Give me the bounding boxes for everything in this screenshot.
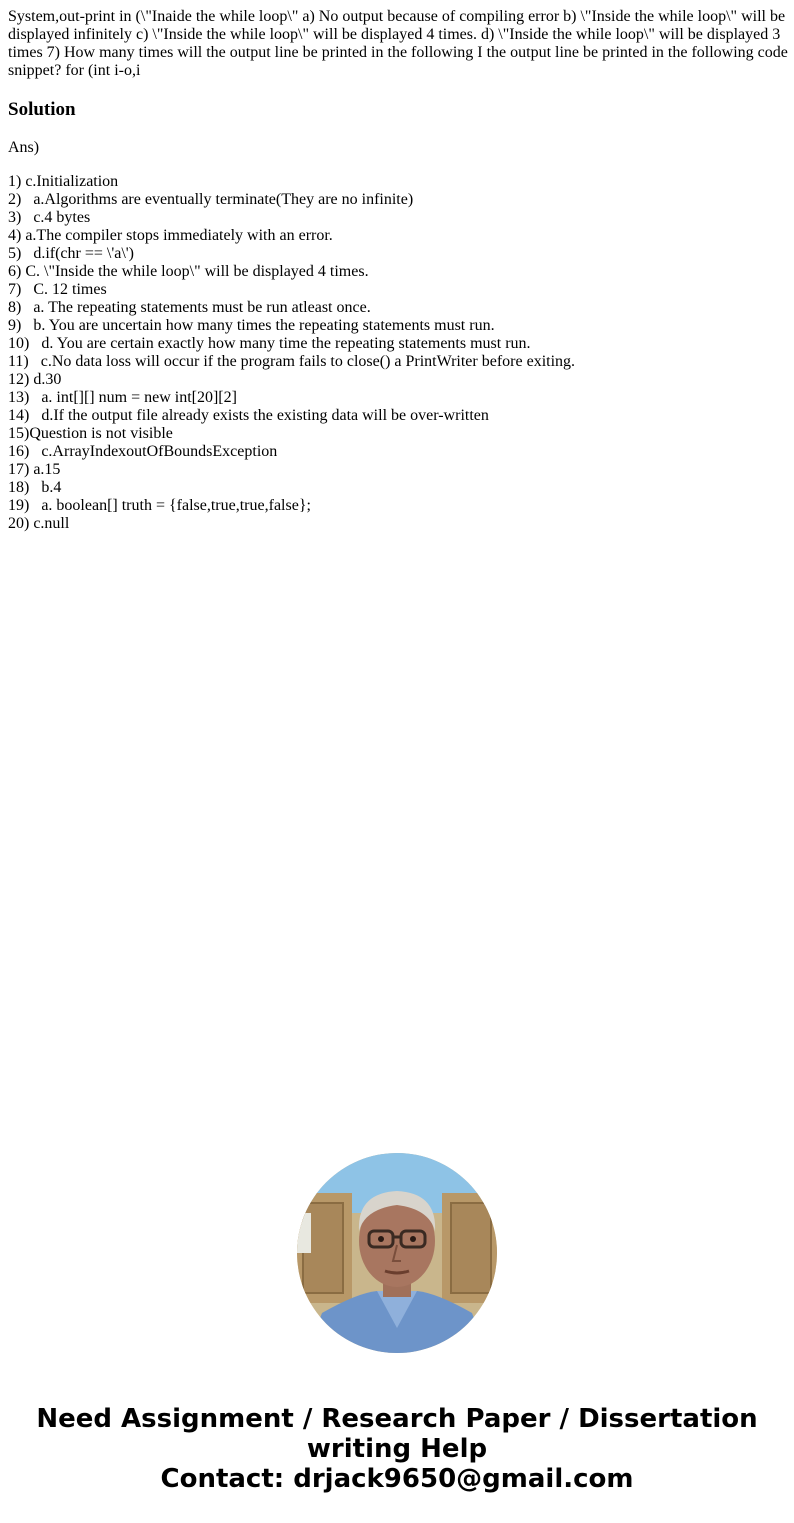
author-avatar	[297, 1153, 497, 1353]
answer-item: 1) c.Initialization	[8, 173, 119, 190]
promo-banner	[0, 1404, 794, 1494]
answer-item: 10) d. You are certain exactly how many time the repeating statements must run.	[8, 335, 531, 352]
answer-item: 8) a. The repeating statements must be run atleast once.	[8, 299, 371, 316]
answer-item: 7) C. 12 times	[8, 281, 107, 298]
answer-item: 12) d.30	[8, 371, 62, 388]
answer-item: 16) c.ArrayIndexoutOfBoundsException	[8, 443, 278, 460]
answer-item: 2) a.Algorithms are eventually terminate(They are no infinite)	[8, 191, 414, 208]
author-photo	[297, 1153, 497, 1353]
ans-label: Ans)	[8, 139, 40, 156]
promo-line-2: writing Help	[306, 1434, 488, 1464]
answer-item: 19) a. boolean[] truth = {false,true,true,false};	[8, 497, 311, 514]
answer-item: 13) a. int[][] num = new int[20][2]	[8, 389, 237, 406]
answer-item: 17) a.15	[8, 461, 61, 478]
answer-item: 18) b.4	[8, 479, 62, 496]
answer-item: 5) d.if(chr == \'a\')	[8, 245, 134, 262]
answer-item: 3) c.4 bytes	[8, 209, 91, 226]
promo-line-1: Need Assignment / Research Paper / Dissertation	[36, 1404, 758, 1434]
solution-heading: Solution	[8, 99, 76, 120]
question-text: System,out-print in (\"Inaide the while loop\" a) No output because of compiling error b) \"Inside the while loop\" will be displayed infinitely c) \"Inside the while loop\" will be displayed 4 times. d) \"Inside the while loop\" will be displayed 3 times 7) How many times will the output line be printed in the following I the output line be printed in the following code snippet? for (int i-o,i	[8, 8, 788, 79]
answer-item: 15)Question is not visible	[8, 425, 173, 442]
answer-item: 9) b. You are uncertain how many times the repeating statements must run.	[8, 317, 495, 334]
answer-item: 20) c.null	[8, 515, 70, 532]
answer-item: 14) d.If the output file already exists the existing data will be over-written	[8, 407, 489, 424]
answer-item: 6) C. \"Inside the while loop\" will be displayed 4 times.	[8, 263, 369, 280]
answer-list	[8, 173, 575, 533]
answer-item: 11) c.No data loss will occur if the program fails to close() a PrintWriter before exiting.	[8, 353, 576, 370]
answer-item: 4) a.The compiler stops immediately with an error.	[8, 227, 333, 244]
promo-contact: Contact: drjack9650@gmail.com	[160, 1464, 634, 1494]
